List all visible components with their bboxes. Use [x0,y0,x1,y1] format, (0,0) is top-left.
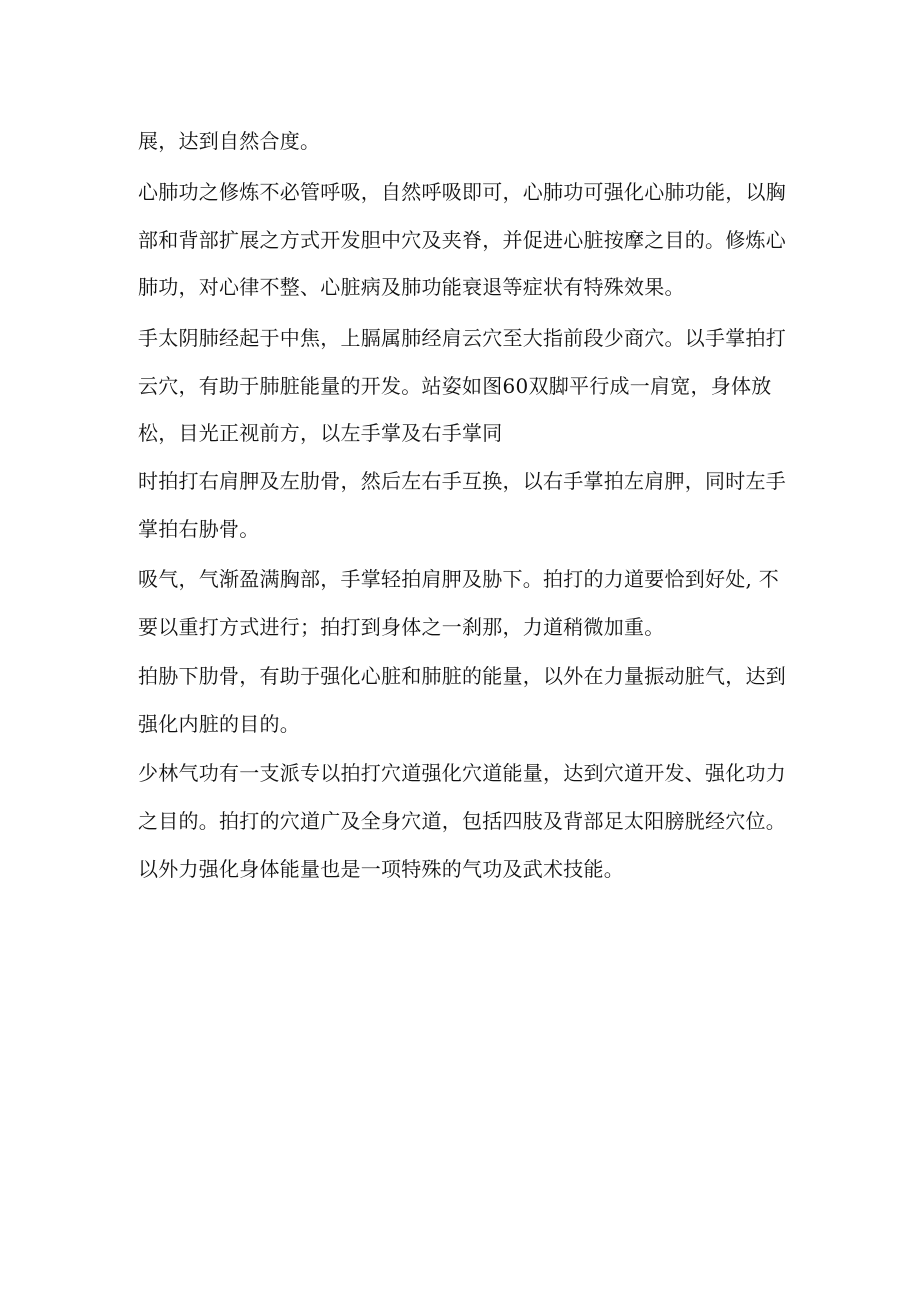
text-line: 时拍打右肩胛及左肋骨，然后左右手互换，以右手掌拍左肩胛，同时左手 [138,469,786,493]
text-line: 吸气，气渐盈满胸部，手掌轻拍肩胛及胁下。拍打的力道要恰到好处, 不 [138,567,779,591]
text-line: 之目的。拍打的穴道广及全身穴道，包括四肢及背部足太阳膀胱经穴位。 [138,809,786,833]
text-line: 部和背部扩展之方式开发胆中穴及夹脊，并促进心脏按摩之目的。修炼心 [138,228,786,252]
text-line: 手太阴肺经起于中焦，上膈属肺经肩云穴至大指前段少商穴。以手掌拍打 [138,326,786,350]
text-line: 肺功，对心律不整、心脏病及肺功能衰退等症状有特殊效果。 [138,275,685,299]
text-line: 展，达到自然合度。 [138,129,321,153]
text-line: 以外力强化身体能量也是一项特殊的气功及武术技能。 [138,857,624,881]
text-line: 松，目光正视前方，以左手掌及右手掌同 [138,421,503,445]
text-line: 云穴，有助于肺脏能量的开发。站姿如图60双脚平行成一肩宽，身体放 [138,374,772,398]
text-line: 要以重打方式进行；拍打到身体之一刹那，力道稍微加重。 [138,615,665,639]
text-line: 心肺功之修炼不必管呼吸，自然呼吸即可，心肺功可强化心肺功能，以胸 [138,180,786,204]
text-line: 拍胁下肋骨，有助于强化心脏和肺脏的能量，以外在力量振动脏气，达到 [138,664,786,688]
text-line: 少林气功有一支派专以拍打穴道强化穴道能量，达到穴道开发、强化功力 [138,761,786,785]
text-line: 强化内脏的目的。 [138,712,300,736]
text-line: 掌拍右胁骨。 [138,517,260,541]
